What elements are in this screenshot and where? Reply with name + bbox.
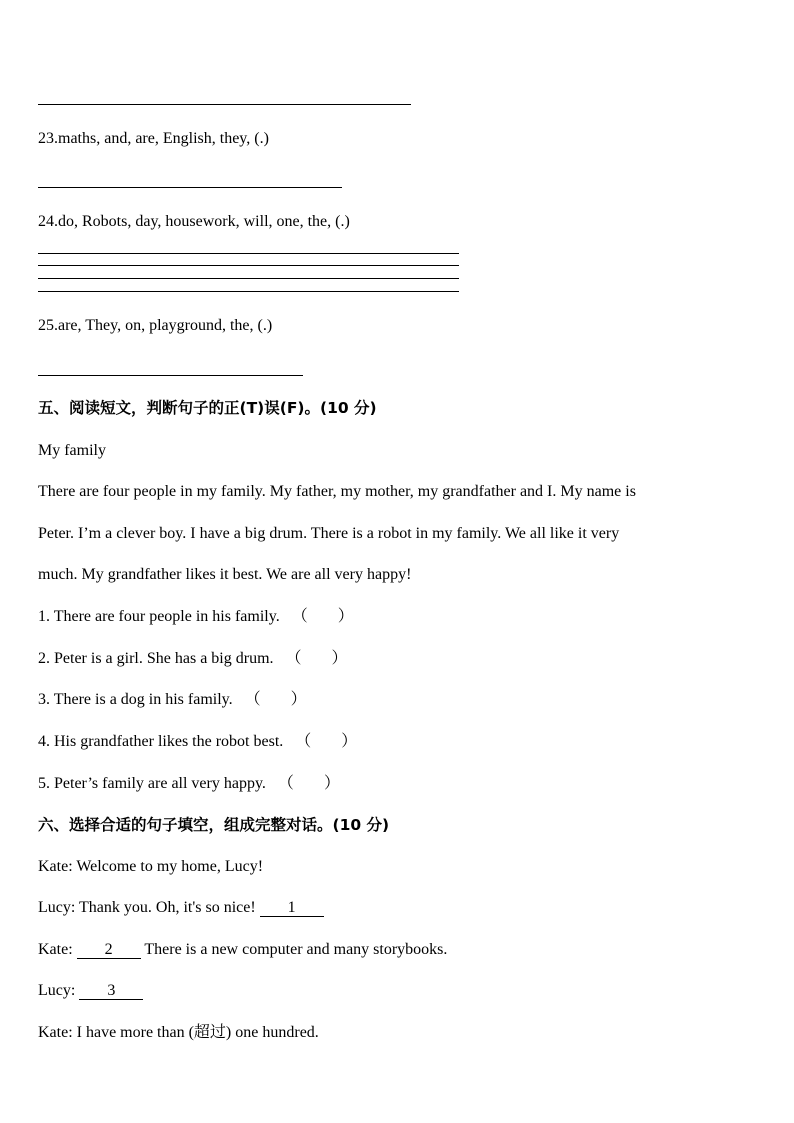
dialogue-text: Lucy: Thank you. Oh, it's so nice!: [38, 899, 260, 916]
dialogue-line: [38, 857, 263, 877]
dialogue-text: There is a new computer and many storybooks.: [140, 941, 448, 958]
dialogue-line: [38, 1023, 319, 1043]
answer-line: [38, 278, 459, 279]
dialogue-line: [38, 940, 447, 960]
question-words: are, They, on, playground, the, (.): [58, 317, 273, 334]
question-23: [38, 129, 269, 149]
statement-4: [38, 732, 357, 752]
question-number: 24.: [38, 213, 58, 230]
fill-blank-3[interactable]: 3: [79, 982, 143, 1000]
answer-line: [38, 265, 459, 266]
dialogue-line: [38, 981, 143, 1001]
fill-blank-1[interactable]: 1: [260, 899, 324, 917]
question-number: 23.: [38, 130, 58, 147]
question-24: [38, 212, 350, 232]
passage-line: much. My grandfather likes it best. We are all very happy!: [38, 566, 412, 583]
statement-text: 4. His grandfather likes the robot best.: [38, 733, 284, 750]
statement-5: [38, 774, 340, 794]
answer-parentheses[interactable]: （ ）: [291, 608, 354, 625]
dialogue-line: [38, 898, 324, 918]
dialogue-text: Kate: I have more than (超过) one hundred.: [38, 1024, 319, 1041]
section-5-heading: 五、阅读短文，判断句子的正(T)误(F)。(10 分): [38, 399, 377, 417]
statement-text: 2. Peter is a girl. She has a big drum.: [38, 650, 274, 667]
answer-line: [38, 104, 411, 105]
answer-line: [38, 253, 459, 254]
passage-line: There are four people in my family. My father, my mother, my grandfather and I. My name is: [38, 483, 636, 500]
statement-2: [38, 649, 348, 669]
statement-text: 5. Peter’s family are all very happy.: [38, 775, 266, 792]
statement-text: 3. There is a dog in his family.: [38, 691, 233, 708]
answer-parentheses[interactable]: （ ）: [295, 733, 358, 750]
dialogue-text: Lucy:: [38, 982, 80, 999]
passage-title: My family: [38, 442, 106, 459]
statement-text: 1. There are four people in his family.: [38, 608, 280, 625]
passage-line: Peter. I’m a clever boy. I have a big drum. There is a robot in my family. We all like it very: [38, 525, 620, 542]
section-6-heading: 六、选择合适的句子填空，组成完整对话。(10 分): [38, 816, 390, 834]
answer-line: [38, 187, 342, 188]
question-words: maths, and, are, English, they, (.): [58, 130, 269, 147]
question-words: do, Robots, day, housework, will, one, the, (.): [58, 213, 350, 230]
statement-1: [38, 607, 354, 627]
answer-parentheses[interactable]: （ ）: [244, 691, 307, 708]
answer-line: [38, 291, 459, 292]
answer-parentheses[interactable]: （ ）: [285, 650, 348, 667]
answer-parentheses[interactable]: （ ）: [277, 775, 340, 792]
question-number: 25.: [38, 317, 58, 334]
answer-line: [38, 375, 303, 376]
statement-3: [38, 690, 307, 710]
dialogue-text: Kate:: [38, 941, 77, 958]
fill-blank-2[interactable]: 2: [77, 941, 141, 959]
dialogue-text: Kate: Welcome to my home, Lucy!: [38, 858, 264, 875]
question-25: [38, 316, 272, 336]
